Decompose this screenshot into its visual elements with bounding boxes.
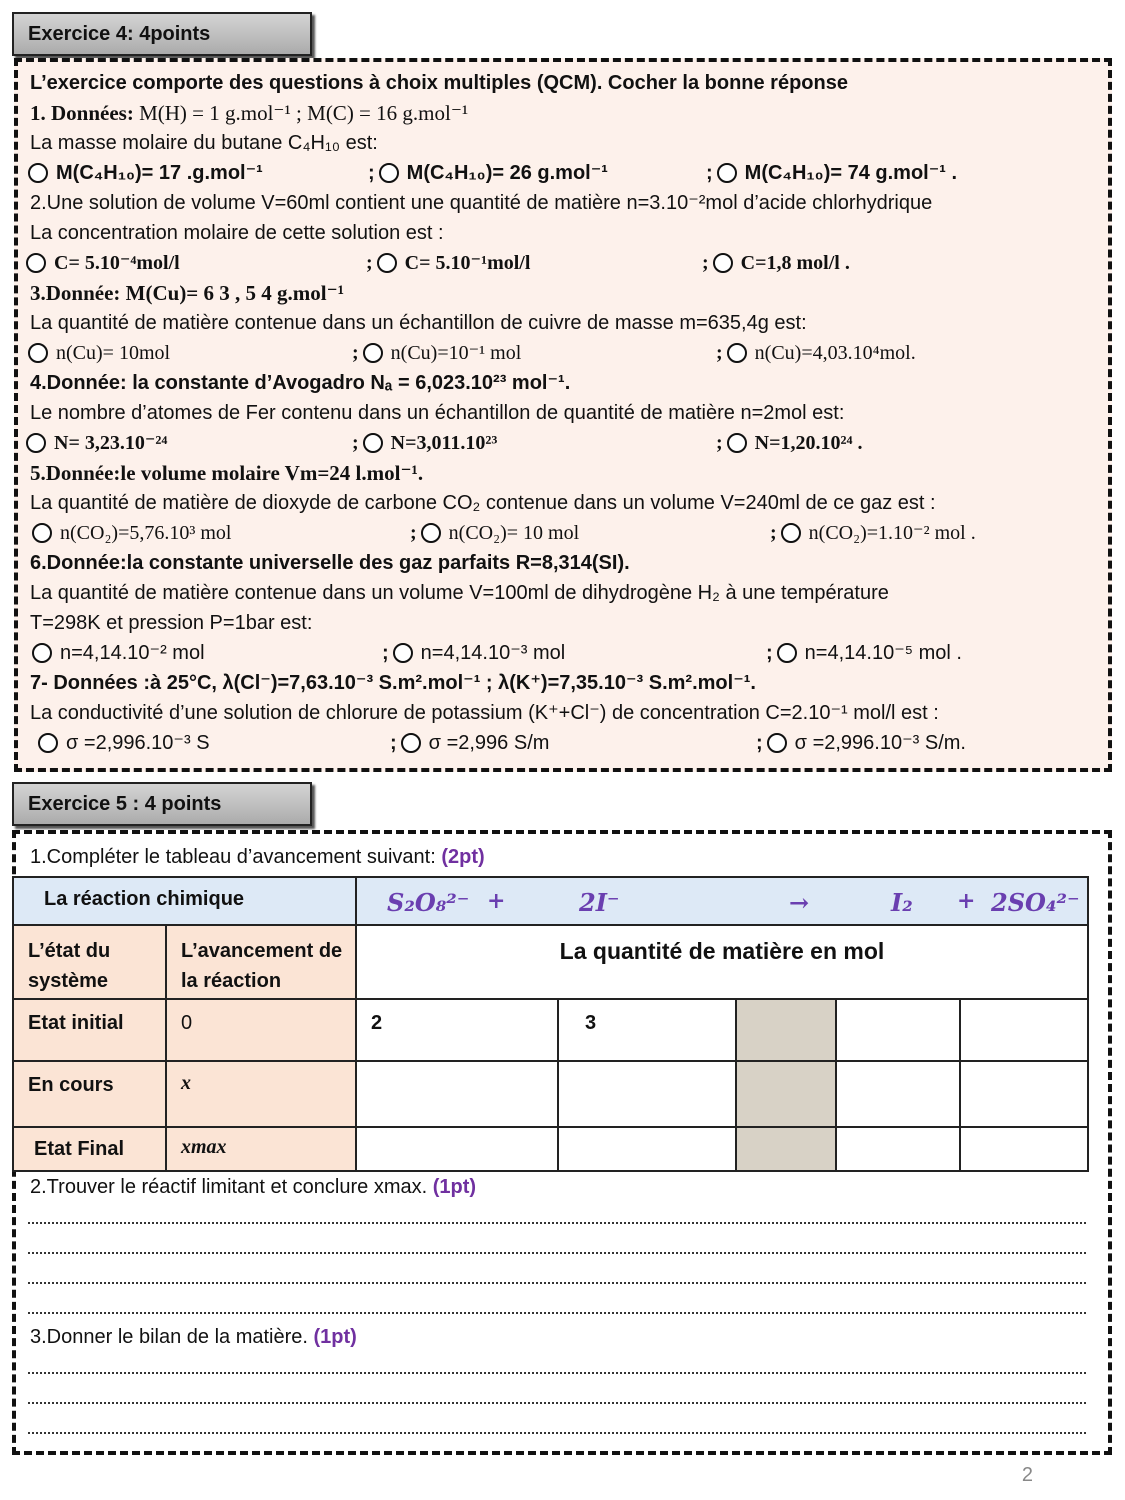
q1-option-c[interactable]: ; M(C₄H₁₀)= 74 g.mol⁻¹ . (706, 162, 958, 184)
radio-icon[interactable] (32, 643, 52, 663)
q7-option-c[interactable]: ; σ =2,996.10⁻³ S/m. (756, 732, 966, 754)
q7-option-b[interactable]: ; σ =2,996 S/m (390, 732, 550, 754)
cell-initial-arrow (735, 998, 837, 1062)
cell-initial-r2[interactable]: 3 (557, 998, 737, 1062)
cell-final-p2[interactable] (959, 1126, 1089, 1172)
q4-question: Le nombre d’atomes de Fer contenu dans un échantillon de quantité de matière n=2mol est: (30, 402, 845, 424)
radio-icon[interactable] (28, 163, 48, 183)
q5-option-a[interactable]: n(CO₂)=5,76.10³ mol (32, 520, 231, 546)
radio-icon[interactable] (393, 643, 413, 663)
radio-icon[interactable] (377, 253, 397, 273)
q4-option-c[interactable]: ; N=1,20.10²⁴ . (716, 432, 863, 454)
q1-question: La masse molaire du butane C₄H₁₀ est: (30, 132, 378, 154)
q1-option-a[interactable]: M(C₄H₁₀)= 17 .g.mol⁻¹ (28, 160, 263, 186)
product-2: 2SO₄²⁻ (991, 888, 1080, 917)
radio-icon[interactable] (363, 433, 383, 453)
cell-en-cours-r2[interactable] (557, 1060, 737, 1128)
radio-icon[interactable] (781, 523, 801, 543)
cell-en-cours-arrow (735, 1060, 837, 1128)
answer-line[interactable] (28, 1280, 1086, 1284)
q6-label: 6.Donnée:la constante universelle des gaz parfaits R=8,314(SI). (30, 552, 630, 574)
answer-line[interactable] (28, 1250, 1086, 1254)
q6-option-a[interactable]: n=4,14.10⁻² mol (32, 640, 205, 666)
radio-icon[interactable] (363, 343, 383, 363)
answer-line[interactable] (28, 1370, 1086, 1374)
row-adv-en-cours: x (165, 1060, 357, 1128)
q5-question: La quantité de matière de dioxyde de carbone CO₂ contenue dans un volume V=240ml de ce gaz est : (30, 492, 936, 514)
reaction-arrow: → (789, 888, 810, 917)
cell-en-cours-r1[interactable] (355, 1060, 559, 1128)
cell-final-p1[interactable] (835, 1126, 961, 1172)
reaction-label: La réaction chimique (44, 888, 245, 910)
q6-question-2: T=298K et pression P=1bar est: (30, 612, 313, 634)
q4-option-a[interactable]: N= 3,23.10⁻²⁴ (26, 430, 167, 456)
q3-option-c[interactable]: ; n(Cu)=4,03.10⁴mol. (716, 342, 916, 364)
q3-question: La quantité de matière contenue dans un échantillon de cuivre de masse m=635,4g est: (30, 312, 807, 334)
cell-final-arrow (735, 1126, 837, 1172)
q7-option-a[interactable]: σ =2,996.10⁻³ S (38, 730, 210, 756)
q2-text: 2.Une solution de volume V=60ml contient une quantité de matière n=3.10⁻²mol d’acide chlorhydrique (30, 192, 933, 214)
row-state-en-cours: En cours (12, 1060, 167, 1128)
q6-question-1: La quantité de matière contenue dans un volume V=100ml de dihydrogène H₂ à une température (30, 582, 889, 604)
radio-icon[interactable] (26, 253, 46, 273)
exercise-5-tab: Exercice 5 : 4 points (12, 782, 312, 826)
q4-option-b[interactable]: ; N=3,011.10²³ (352, 432, 498, 454)
radio-icon[interactable] (38, 733, 58, 753)
cell-en-cours-p1[interactable] (835, 1060, 961, 1128)
quantity-header: La quantité de matière en mol (559, 938, 885, 964)
answer-line[interactable] (28, 1310, 1086, 1314)
radio-icon[interactable] (421, 523, 441, 543)
row-adv-final: xmax (165, 1126, 357, 1172)
q5-option-c[interactable]: ; n(CO₂)=1.10⁻² mol . (770, 522, 976, 544)
quantity-header-cell (355, 924, 1089, 1000)
cell-initial-p2[interactable] (959, 998, 1089, 1062)
q6-option-b[interactable]: ; n=4,14.10⁻³ mol (382, 642, 566, 664)
reactant-2: 2I⁻ (579, 888, 620, 917)
cell-en-cours-p2[interactable] (959, 1060, 1089, 1128)
radio-icon[interactable] (379, 163, 399, 183)
answer-line[interactable] (28, 1220, 1086, 1224)
radio-icon[interactable] (717, 163, 737, 183)
q5-option-b[interactable]: ; n(CO₂)= 10 mol (410, 522, 580, 544)
ex4-intro: L’exercice comporte des questions à choix multiples (QCM). Cocher la bonne réponse (30, 72, 848, 94)
product-1: I₂ (891, 888, 913, 917)
q1-option-b[interactable]: ; M(C₄H₁₀)= 26 g.mol⁻¹ (368, 162, 608, 184)
radio-icon[interactable] (727, 433, 747, 453)
q2-question: La concentration molaire de cette solution est : (30, 222, 444, 244)
q4-label: 4.Donnée: la constante d’Avogadro Nₐ = 6,023.10²³ mol⁻¹. (30, 372, 571, 394)
answer-line[interactable] (28, 1430, 1086, 1434)
ex5-q1: 1.Compléter le tableau d’avancement suivant: (2pt) (30, 846, 485, 868)
radio-icon[interactable] (767, 733, 787, 753)
ex5-q2: 2.Trouver le réactif limitant et conclure xmax. (1pt) (30, 1176, 477, 1198)
exercise-4-tab: Exercice 4: 4points (12, 12, 312, 56)
cell-final-r2[interactable] (557, 1126, 737, 1172)
answer-line[interactable] (28, 1400, 1086, 1404)
cell-initial-p1[interactable] (835, 998, 961, 1062)
radio-icon[interactable] (727, 343, 747, 363)
radio-icon[interactable] (713, 253, 733, 273)
cell-final-r1[interactable] (355, 1126, 559, 1172)
radio-icon[interactable] (26, 433, 46, 453)
q3-option-a[interactable]: n(Cu)= 10mol (28, 340, 170, 366)
q2-option-b[interactable]: ; C= 5.10⁻¹mol/l (366, 252, 531, 274)
q2-option-c[interactable]: ; C=1,8 mol/l . (702, 252, 850, 274)
radio-icon[interactable] (401, 733, 421, 753)
plus-2: + (957, 888, 976, 914)
radio-icon[interactable] (28, 343, 48, 363)
reactant-1: S₂O₈²⁻ (387, 888, 470, 917)
radio-icon[interactable] (777, 643, 797, 663)
reaction-label-cell (12, 876, 357, 926)
state-header-cell (12, 924, 167, 1000)
row-state-initial: Etat initial (12, 998, 167, 1062)
plus-1: + (487, 888, 506, 914)
cell-initial-r1[interactable]: 2 (355, 998, 559, 1062)
advance-header: L’avancement de la réaction (181, 940, 343, 992)
q2-option-a[interactable]: C= 5.10⁻⁴mol/l (26, 250, 180, 276)
q7-label: 7- Données :à 25°C, λ(Cl⁻)=7,63.10⁻³ S.m².mol⁻¹ ; λ(K⁺)=7,35.10⁻³ S.m².mol⁻¹. (30, 672, 756, 694)
q1-data: 1. Données: M(H) = 1 g.mol⁻¹ ; M(C) = 16 g.mol⁻¹ (30, 101, 469, 125)
q7-question: La conductivité d’une solution de chlorure de potassium (K⁺+Cl⁻) de concentration C=2.10⁻¹ mol/l est : (30, 702, 939, 724)
page-number: 2 (1021, 1464, 1033, 1486)
advance-header-cell (165, 924, 357, 1000)
q3-option-b[interactable]: ; n(Cu)=10⁻¹ mol (352, 342, 522, 364)
q3-label: 3.Donnée: M(Cu)= 6 3 , 5 4 g.mol⁻¹ (30, 281, 344, 305)
row-state-final: Etat Final (12, 1126, 167, 1172)
q5-label: 5.Donnée:le volume molaire Vm=24 l.mol⁻¹. (30, 461, 424, 485)
q6-option-c[interactable]: ; n=4,14.10⁻⁵ mol . (766, 642, 962, 664)
radio-icon[interactable] (32, 523, 52, 543)
ex5-q3: 3.Donner le bilan de la matière. (1pt) (30, 1326, 357, 1348)
row-adv-initial: 0 (165, 998, 357, 1062)
reaction-equation-cell (355, 876, 1089, 926)
state-header: L’état du système (28, 940, 111, 992)
